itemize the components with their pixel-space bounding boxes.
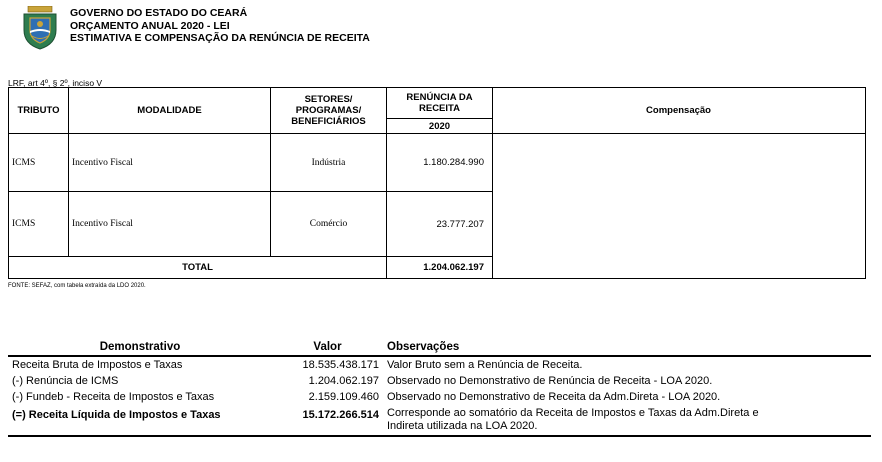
- col-header-compensacao: Compensação: [492, 88, 865, 134]
- demo-label: Receita Bruta de Impostos e Taxas: [12, 359, 183, 371]
- cell-modalidade: Incentivo Fiscal: [69, 134, 271, 192]
- demo-obs: Valor Bruto sem a Renúncia de Receita.: [387, 359, 583, 371]
- renuncia-table: [8, 87, 493, 279]
- cell-setor: Comércio: [271, 192, 387, 257]
- cell-tributo: ICMS: [9, 192, 69, 257]
- demo-row: [8, 373, 871, 389]
- demo-row: [8, 356, 871, 373]
- total-label: TOTAL: [9, 257, 387, 279]
- demo-obs-line: Indireta utilizada na LOA 2020.: [387, 420, 538, 432]
- demo-row-total: [8, 405, 871, 436]
- demo-valor: 18.535.438.171: [302, 359, 379, 371]
- demo-header-obs: Observações: [383, 339, 871, 356]
- col-header-setores-line: SETORES/: [304, 94, 353, 105]
- header-line-budget: ORÇAMENTO ANUAL 2020 - LEI: [70, 19, 230, 32]
- demo-obs: Observado no Demonstrativo de Renúncia de Receita - LOA 2020.: [387, 375, 713, 387]
- header-title-block: [70, 7, 370, 45]
- cell-valor: 1.180.284.990: [387, 134, 493, 192]
- state-seal-icon: [20, 6, 60, 50]
- demonstrativo-table: [8, 339, 871, 437]
- demo-valor: 15.172.266.514: [272, 405, 383, 436]
- col-header-setores-line: BENEFICIÁRIOS: [291, 116, 366, 127]
- col-header-setores-line: PROGRAMAS/: [295, 105, 362, 116]
- demo-obs-line: Corresponde ao somatório da Receita de Impostos e Taxas da Adm.Direta e: [387, 407, 759, 419]
- demo-header-row: [8, 339, 871, 356]
- total-row: [9, 257, 493, 279]
- cell-setor: Indústria: [271, 134, 387, 192]
- col-header-renuncia: [387, 88, 493, 119]
- legal-reference: LRF, art 4º, § 2º, inciso V: [8, 78, 103, 88]
- cell-valor: 23.777.207: [387, 192, 493, 257]
- col-header-year: 2020: [387, 119, 493, 134]
- cell-modalidade: Incentivo Fiscal: [69, 192, 271, 257]
- demo-obs: Observado no Demonstrativo de Receita da Adm.Direta - LOA 2020.: [387, 391, 721, 403]
- compensacao-column: [492, 87, 866, 279]
- demo-label: (=) Receita Líquida de Impostos e Taxas: [8, 405, 272, 436]
- col-header-setores: [271, 88, 387, 134]
- demo-valor: 2.159.109.460: [308, 391, 379, 403]
- demo-valor: 1.204.062.197: [308, 375, 379, 387]
- demo-label: (-) Renúncia de ICMS: [12, 375, 119, 387]
- demo-header-demonstrativo: Demonstrativo: [8, 339, 272, 356]
- demo-row: [8, 389, 871, 405]
- col-header-renuncia-line: RENÚNCIA DA: [406, 92, 473, 103]
- header-line-government: GOVERNO DO ESTADO DO CEARÁ: [70, 7, 248, 19]
- cell-tributo: ICMS: [9, 134, 69, 192]
- demo-header-valor: Valor: [272, 339, 383, 356]
- table-row: [9, 134, 493, 192]
- source-note: FONTE: SEFAZ, com tabela extraída da LDO 2020.: [8, 283, 146, 289]
- demo-obs: [383, 405, 871, 436]
- col-header-tributo: TRIBUTO: [9, 88, 69, 134]
- header-line-title: ESTIMATIVA E COMPENSAÇÃO DA RENÚNCIA DE RECEITA: [70, 32, 370, 44]
- col-header-renuncia-line: RECEITA: [419, 103, 460, 114]
- demo-label: (-) Fundeb - Receita de Impostos e Taxas: [12, 391, 215, 403]
- table-row: [9, 192, 493, 257]
- total-value: 1.204.062.197: [387, 257, 493, 279]
- col-header-modalidade: MODALIDADE: [69, 88, 271, 134]
